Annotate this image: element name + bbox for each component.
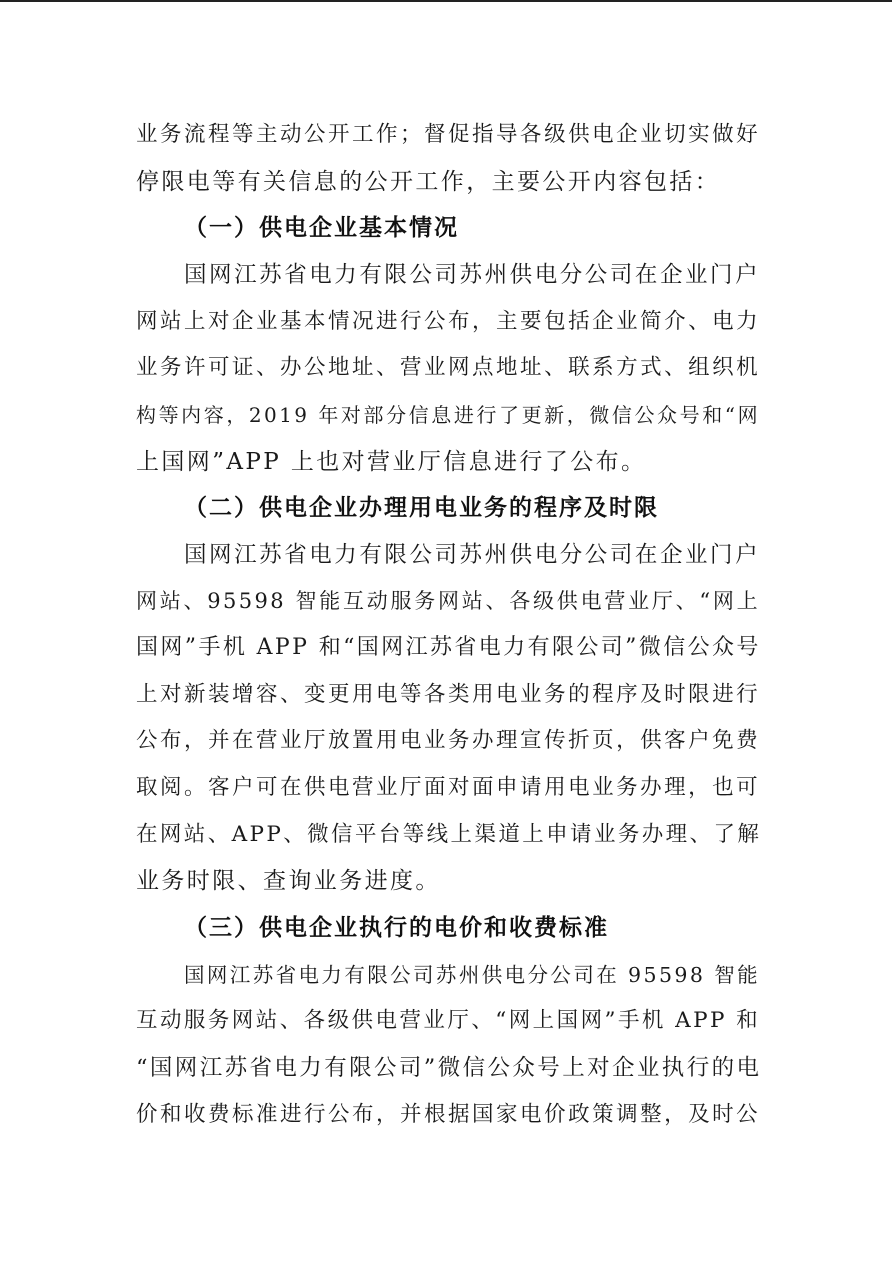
- text-line: 停限电等有关信息的公开工作，主要公开内容包括：: [136, 169, 721, 195]
- section-heading-1: （一）供电企业基本情况: [184, 215, 459, 241]
- text-line: 国网”手机 APP 和“国网江苏省电力有限公司”微信公众号: [136, 635, 761, 660]
- text-line: 上国网”APP 上也对营业厅信息进行了公布。: [136, 449, 647, 475]
- text-line: 公布，并在营业厅放置用电业务办理宣传折页，供客户免费: [136, 728, 760, 753]
- text-line: 业务时限、查询业务进度。: [136, 868, 441, 894]
- text-line: 国网江苏省电力有限公司苏州供电分公司在企业门户: [184, 262, 760, 288]
- text-line: “国网江苏省电力有限公司”微信公众号上对企业执行的电: [136, 1055, 762, 1081]
- text-line: 互动服务网站、各级供电营业厅、“网上国网”手机 APP 和: [136, 1008, 760, 1033]
- section-heading-3: （三）供电企业执行的电价和收费标准: [184, 915, 609, 941]
- text-line: 上对新装增容、变更用电等各类用电业务的程序及时限进行: [136, 682, 760, 707]
- text-line: 取阅。客户可在供电营业厅面对面申请用电业务办理，也可: [136, 775, 760, 800]
- text-line: 业务流程等主动公开工作；督促指导各级供电企业切实做好: [136, 122, 760, 147]
- section-heading-2: （二）供电企业办理用电业务的程序及时限: [184, 495, 659, 521]
- text-line: 构等内容，2019 年对部分信息进行了更新，微信公众号和“网: [136, 403, 760, 427]
- text-line: 网站上对企业基本情况进行公布，主要包括企业简介、电力: [136, 309, 760, 334]
- text-line: 网站、95598 智能互动服务网站、各级供电营业厅、“网上: [136, 589, 760, 613]
- text-line: 在网站、APP、微信平台等线上渠道上申请业务办理、了解: [136, 822, 762, 847]
- text-line: 业务许可证、办公地址、营业网点地址、联系方式、组织机: [136, 355, 760, 380]
- text-line: 国网江苏省电力有限公司苏州供电分公司在企业门户: [184, 542, 760, 568]
- text-line: 价和收费标准进行公布，并根据国家电价政策调整，及时公: [136, 1102, 760, 1127]
- text-line: 国网江苏省电力有限公司苏州供电分公司在 95598 智能: [184, 963, 760, 987]
